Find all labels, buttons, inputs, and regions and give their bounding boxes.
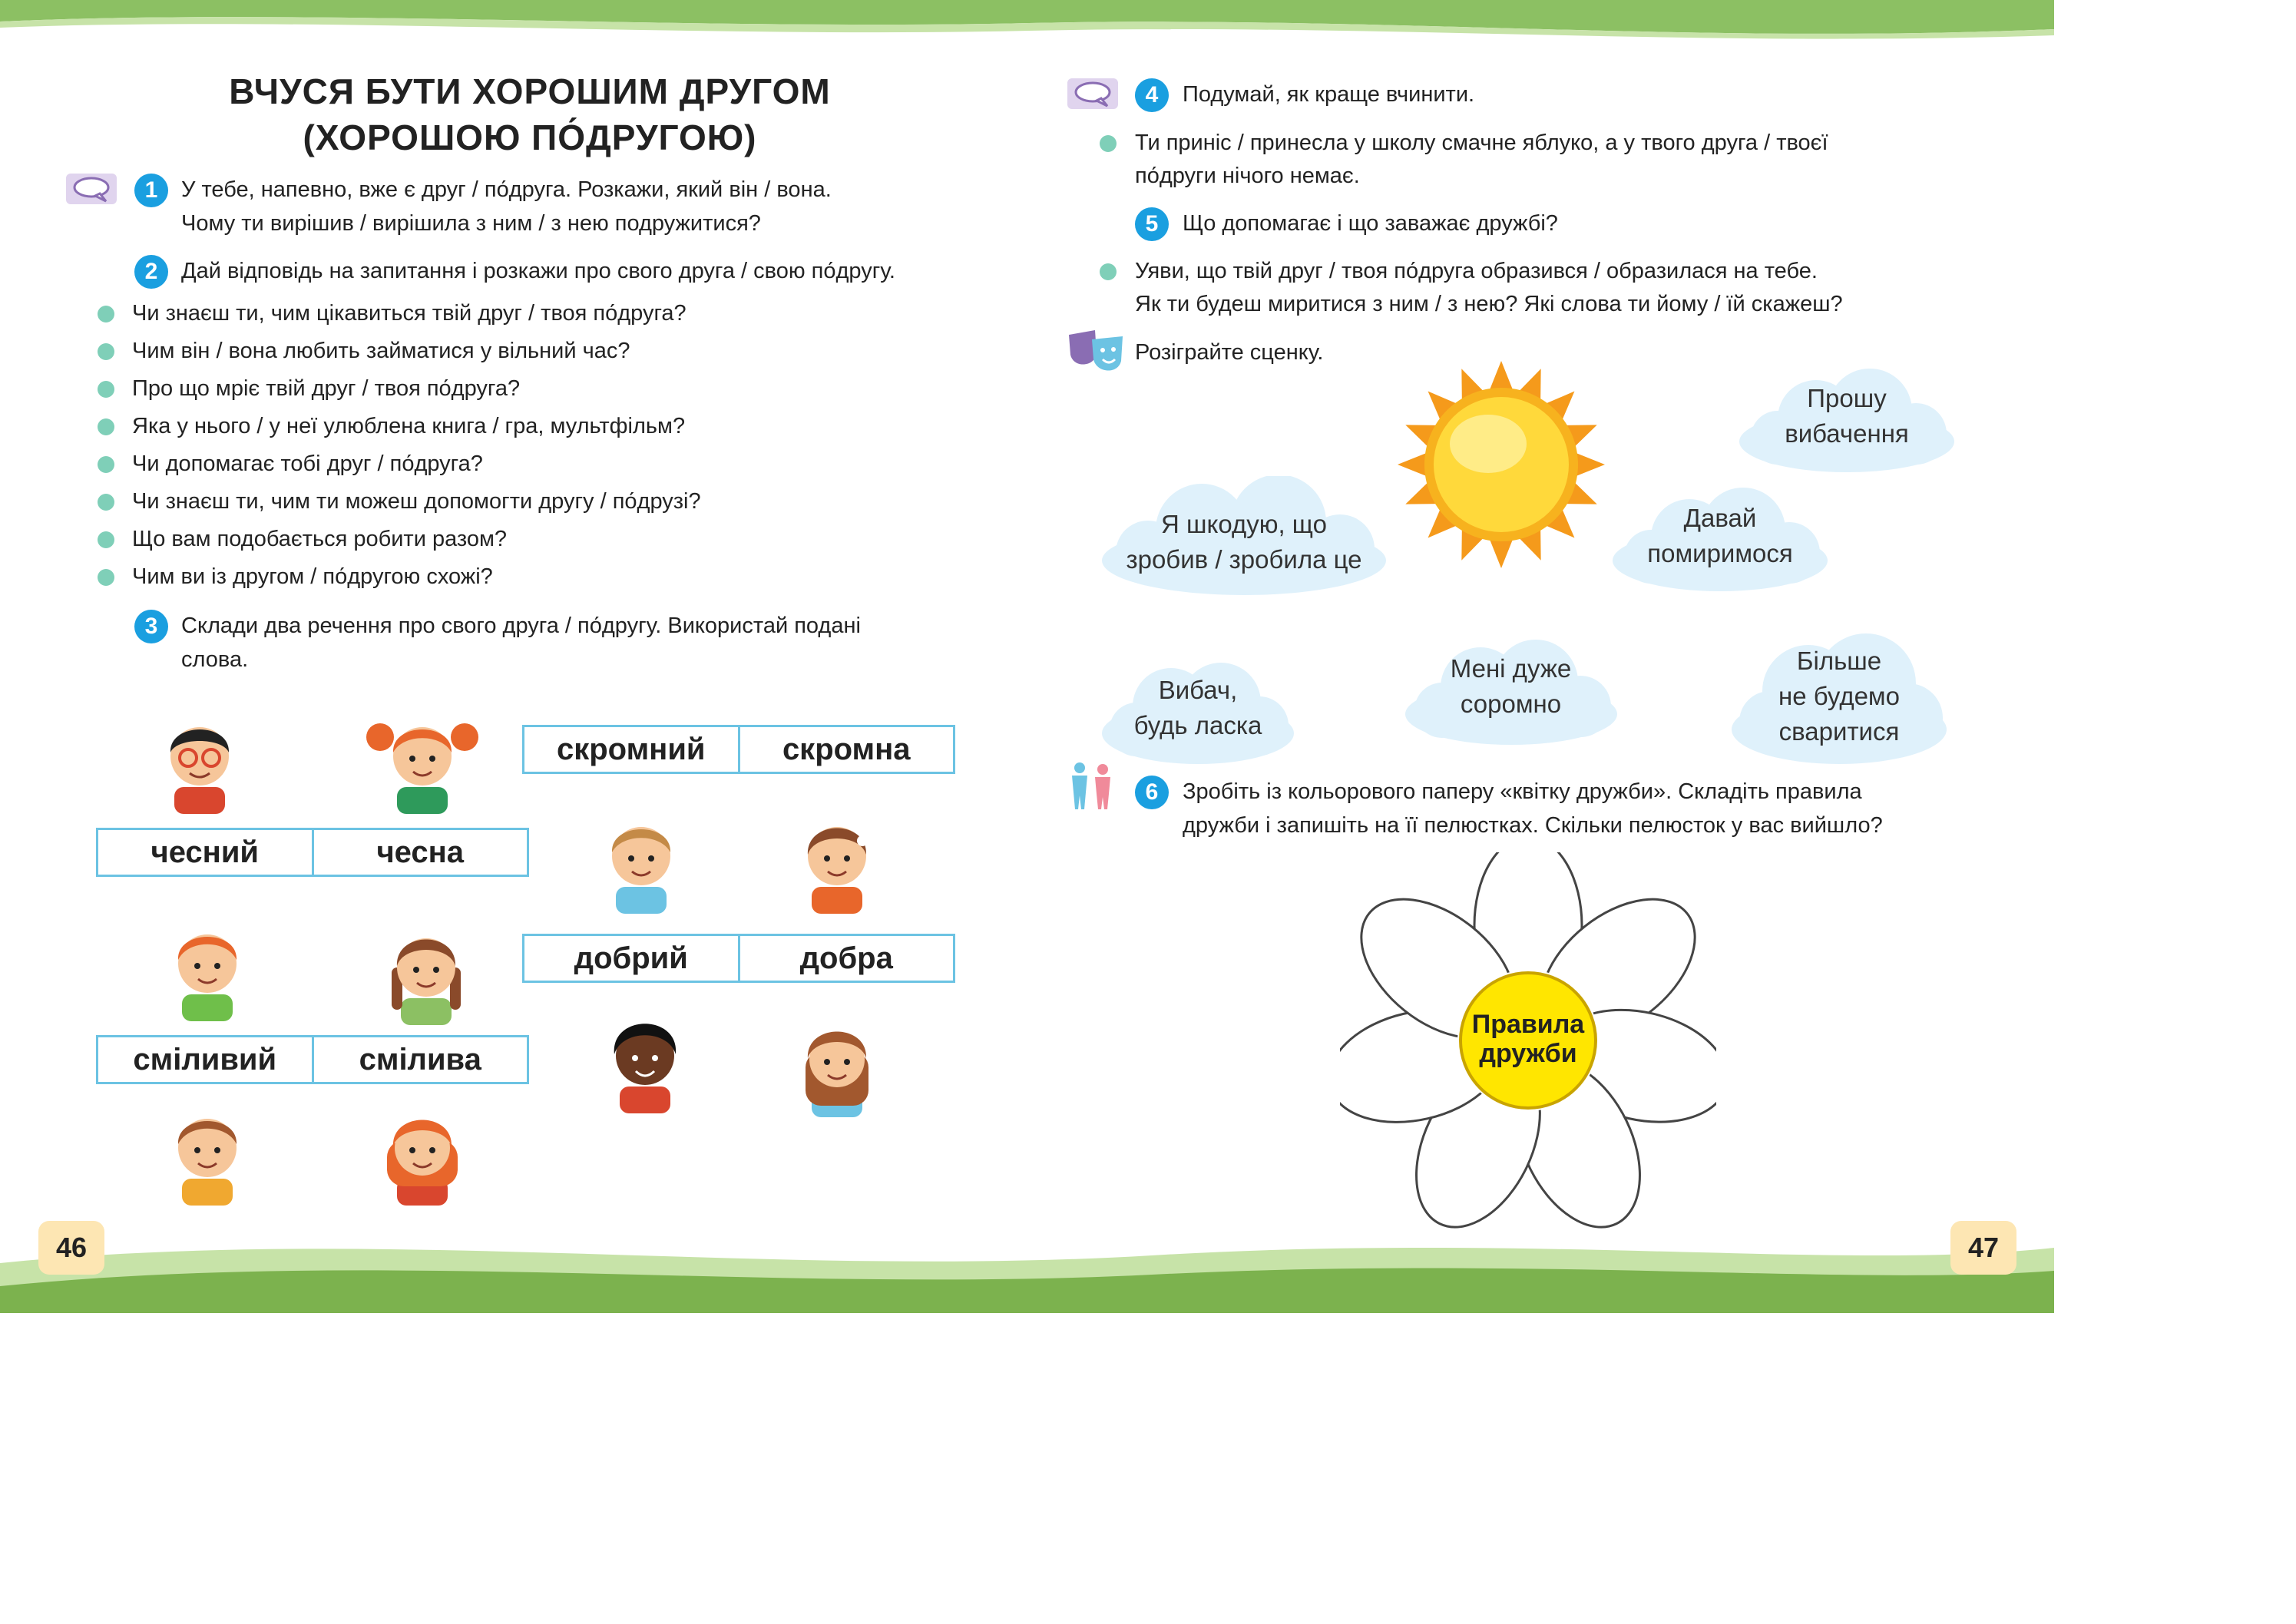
question-item: Чи знаєш ти, чим ти можеш допомогти другу / по́друзі? bbox=[132, 489, 701, 514]
boy-glasses-illustration bbox=[157, 710, 242, 814]
question-item: Чим він / вона любить займатися у вільний час? bbox=[132, 339, 630, 363]
situation-2-line2: Як ти будеш миритися з ним / з нею? Які слова ти йому / їй скажеш? bbox=[1135, 292, 1843, 316]
cloud-line: Вибач, bbox=[1158, 676, 1238, 704]
boy-dark-illustration bbox=[603, 1010, 687, 1113]
word-box-smilyvyi bbox=[96, 1035, 529, 1084]
bullet-point bbox=[98, 456, 114, 473]
word-cell: чесний bbox=[151, 835, 260, 869]
bullet-point bbox=[98, 494, 114, 511]
girl-ginger-illustration bbox=[376, 1102, 468, 1206]
question-item: Про що мріє твій друг / твоя по́друга? bbox=[132, 376, 521, 401]
word-box-skromnyi bbox=[522, 725, 955, 774]
bullet-point bbox=[98, 381, 114, 398]
word-box-chesnyi bbox=[96, 828, 529, 877]
speech-bubble-icon bbox=[66, 170, 117, 207]
cloud-line: вибачення bbox=[1785, 419, 1909, 448]
task-number-6: 6 bbox=[1135, 776, 1169, 809]
task-6-line2: дружби і запишіть на її пелюстках. Скільки пелюсток у вас вийшло? bbox=[1183, 813, 1883, 838]
boy-redhead-illustration bbox=[165, 918, 250, 1021]
cloud-text bbox=[1732, 381, 1962, 451]
girl-pigtails-illustration bbox=[365, 710, 480, 814]
cloud-text bbox=[1605, 501, 1835, 571]
girl-braids-illustration bbox=[384, 921, 468, 1025]
theatre-masks-icon bbox=[1066, 329, 1127, 375]
flower-label-line: дружби bbox=[1479, 1039, 1577, 1068]
page-title-line1: ВЧУСЯ БУТИ ХОРОШИМ ДРУГОМ bbox=[229, 71, 831, 111]
task-3-line1: Склади два речення про свого друга / по́другу. Використай подані bbox=[181, 614, 861, 638]
cloud-line: сваритися bbox=[1778, 717, 1900, 746]
cloud-line: Я шкодую, що bbox=[1161, 510, 1327, 538]
boy-brown-illustration bbox=[165, 1102, 250, 1206]
word-cell: скромна bbox=[738, 727, 954, 772]
cloud-text bbox=[1398, 651, 1624, 722]
cloud-line: соромно bbox=[1460, 690, 1562, 718]
question-item: Що вам подобається робити разом? bbox=[132, 527, 508, 551]
bottom-grass-decoration bbox=[0, 1217, 2054, 1313]
task-5-text: Що допомагає і що заважає дружбі? bbox=[1183, 211, 1558, 236]
scene-instruction: Розіграйте сценку. bbox=[1135, 340, 1324, 365]
question-item: Яка у нього / у неї улюблена книга / гра, мультфільм? bbox=[132, 414, 686, 438]
task-1-line2: Чому ти вирішив / вирішила з ним / з нею подружитися? bbox=[181, 211, 761, 236]
bullet-point bbox=[1100, 263, 1117, 280]
task-3-line2: слова. bbox=[181, 647, 249, 672]
cloud-line: Прошу bbox=[1807, 384, 1887, 412]
speech-bubble-icon bbox=[1067, 75, 1118, 112]
task-2-text: Дай відповідь на запитання і розкажи про свого друга / свою по́другу. bbox=[181, 259, 895, 283]
bullet-point bbox=[98, 569, 114, 586]
situation-2-line1: Уяви, що твій друг / твоя по́друга образився / образилася на тебе. bbox=[1135, 259, 1818, 283]
word-cell: добрий bbox=[574, 941, 688, 975]
word-cell: скромний bbox=[556, 733, 706, 766]
girl-brown-illustration bbox=[795, 810, 879, 914]
word-cell: чесна bbox=[312, 830, 528, 875]
word-box-dobryi bbox=[522, 934, 955, 983]
sun-illustration bbox=[1396, 359, 1607, 571]
people-icon bbox=[1067, 762, 1117, 809]
situation-1-line1: Ти приніс / принесла у школу смачне яблуко, а у твого друга / твоєї bbox=[1135, 131, 1828, 155]
page-number-left: 46 bbox=[38, 1221, 104, 1275]
bullet-point bbox=[98, 531, 114, 548]
top-grass-decoration bbox=[0, 0, 2054, 46]
cloud-line: не будемо bbox=[1778, 682, 1900, 710]
word-cell: смілива bbox=[312, 1037, 528, 1082]
bullet-point bbox=[98, 343, 114, 360]
situation-1-line2: по́други нічого немає. bbox=[1135, 164, 1360, 188]
word-cell: добра bbox=[738, 936, 954, 981]
cloud-line: Мені дуже bbox=[1450, 654, 1572, 683]
bullet-point bbox=[1100, 135, 1117, 152]
girl-longhair-illustration bbox=[795, 1014, 879, 1117]
bullet-point bbox=[98, 418, 114, 435]
cloud-line: Давай bbox=[1683, 504, 1757, 532]
question-item: Чи допомагає тобі друг / по́друга? bbox=[132, 451, 483, 476]
cloud-line: помиримося bbox=[1647, 539, 1793, 567]
task-4-text: Подумай, як краще вчинити. bbox=[1183, 82, 1475, 107]
task-number-4: 4 bbox=[1135, 78, 1169, 112]
task-number-3: 3 bbox=[134, 610, 168, 643]
task-1-line1: У тебе, напевно, вже є друг / по́друга. Розкажи, який він / вона. bbox=[181, 177, 832, 202]
bullet-point bbox=[98, 306, 114, 322]
boy-blond-illustration bbox=[599, 810, 683, 914]
flower-center-label bbox=[1444, 1010, 1613, 1068]
cloud-text bbox=[1724, 643, 1954, 749]
task-number-2: 2 bbox=[134, 255, 168, 289]
task-6-line1: Зробіть із кольорового паперу «квітку дружби». Складіть правила bbox=[1183, 779, 1862, 804]
word-cell: сміливий bbox=[133, 1043, 277, 1077]
cloud-line: Більше bbox=[1796, 647, 1882, 675]
task-number-5: 5 bbox=[1135, 207, 1169, 241]
cloud-text bbox=[1094, 673, 1302, 743]
page-number-right: 47 bbox=[1950, 1221, 2016, 1275]
cloud-line: будь ласка bbox=[1133, 711, 1262, 739]
question-item: Чим ви із другом / по́другою схожі? bbox=[132, 564, 493, 589]
question-item: Чи знаєш ти, чим цікавиться твій друг / твоя по́друга? bbox=[132, 301, 686, 326]
cloud-text bbox=[1094, 507, 1394, 577]
page-title-line2: (ХОРОШОЮ ПО́ДРУГОЮ) bbox=[303, 117, 757, 157]
task-number-1: 1 bbox=[134, 174, 168, 207]
flower-label-line: Правила bbox=[1471, 1010, 1585, 1039]
cloud-line: зробив / зробила це bbox=[1126, 545, 1362, 574]
